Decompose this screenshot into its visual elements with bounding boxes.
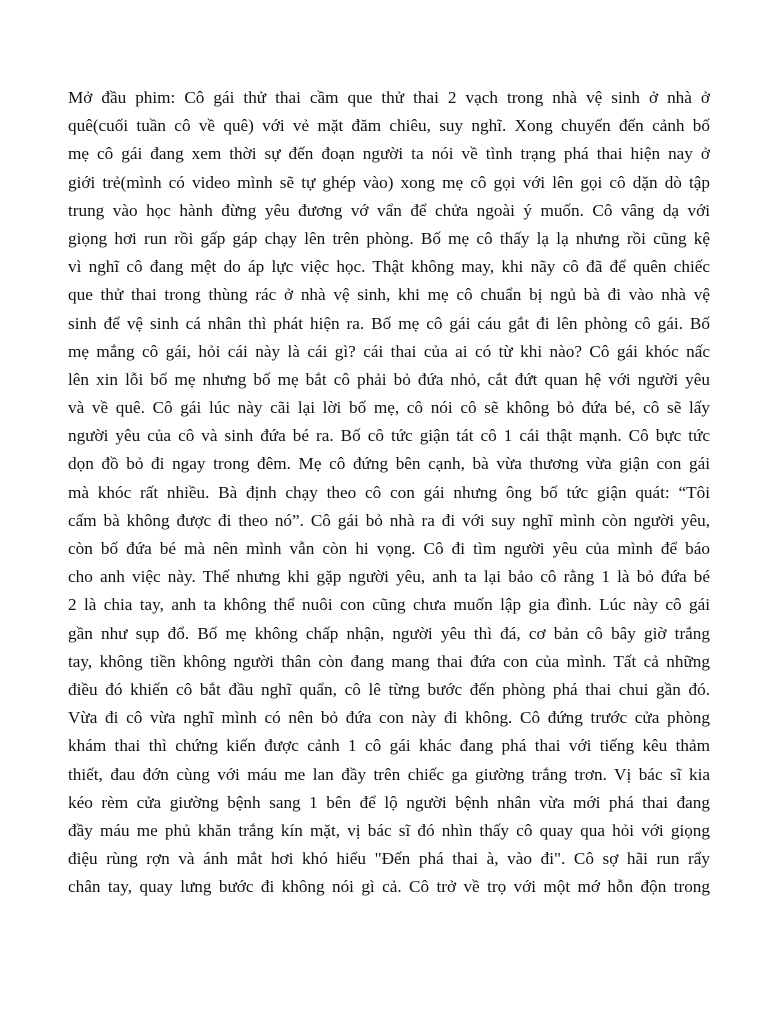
text-line: dọn đồ bỏ đi ngay trong đêm. Mẹ cô đứng bên cạnh, bà vừa thương vừa giận con gái — [68, 454, 710, 474]
text-line: điều đó khiến cô bắt đầu nghĩ quẩn, cô lê từng bước đến phòng phá thai chui gần đó. — [68, 679, 710, 699]
text-line: thiết, đau đớn cùng với máu me lan đầy trên chiếc ga giường trắng trơn. Vị bác sĩ kia — [68, 764, 710, 784]
text-line: và về quê. Cô gái lúc này cãi lại lời bố mẹ, cô nói cô sẽ không bỏ đứa bé, cô sẽ lấy — [68, 398, 710, 418]
text-line: điệu rùng rợn và ánh mắt hơi khó hiểu "Đến phá thai à, vào đi". Cô sợ hãi run rẩy — [68, 849, 710, 869]
text-line: đầy máu me phủ khăn trắng kín mặt, vị bác sĩ đó nhìn thấy cô quay qua hỏi với giọng — [68, 820, 710, 840]
text-line: sinh để vệ sinh cá nhân thì phát hiện ra. Bố mẹ cô gái cáu gắt đi lên phòng cô gái. Bố — [68, 313, 710, 333]
text-line: vì nghĩ cô đang mệt do áp lực việc học. Thật không may, khi nãy cô đã để quên chiếc — [68, 257, 710, 277]
text-line: mẹ cô gái đang xem thời sự đến đoạn người ta nói về tình trạng phá thai hiện nay ở — [68, 144, 710, 164]
text-line: Mở đầu phim: Cô gái thử thai cầm que thử thai 2 vạch trong nhà vệ sinh ở nhà ở — [68, 88, 710, 107]
text-line: 2 là chia tay, anh ta không thể nuôi con cũng chưa muốn lập gia đình. Lúc này cô gái — [68, 595, 710, 615]
text-line: que thử thai trong thùng rác ở nhà vệ sinh, khi mẹ cô chuẩn bị ngủ bà đi vào nhà vệ — [68, 285, 710, 305]
text-line: mẹ mắng cô gái, hỏi cái này là cái gì? cái thai của ai có từ khi nào? Cô gái khóc nấc — [68, 341, 710, 361]
text-line: trung vào học hành đừng yêu đương vớ vẩn để chửa ngoài ý muốn. Cô vâng dạ với — [68, 200, 710, 220]
text-line: gần như sụp đổ. Bố mẹ không chấp nhận, người yêu thì đá, cơ bản cô bây giờ trắng — [68, 623, 710, 643]
text-line: kéo rèm cửa giường bệnh sang 1 bên để lộ người bệnh nhân vừa mới phá thai đang — [68, 792, 710, 812]
text-line: quê(cuối tuần cô về quê) với vẻ mặt đăm chiêu, suy nghĩ. Xong chuyển đến cảnh bố — [68, 116, 710, 136]
text-line: tay, không tiền không người thân còn đang mang thai đứa con của mình. Tất cả những — [68, 651, 710, 671]
text-line: lên xin lỗi bố mẹ nhưng bố mẹ bắt cô phải bỏ đứa nhỏ, cắt đứt quan hệ với người yêu — [68, 369, 710, 389]
text-line: giới trẻ(mình có video mình sẽ tự ghép vào) xong mẹ cô gọi với lên gọi cô dặn dò tập — [68, 172, 710, 192]
text-line: Vừa đi cô vừa nghĩ mình có nên bỏ đứa con này đi không. Cô đứng trước cửa phòng — [68, 708, 710, 728]
document-body — [68, 84, 710, 901]
text-line: cấm bà không được đi theo nó”. Cô gái bỏ nhà ra đi với suy nghĩ mình còn người yêu, — [68, 510, 710, 530]
text-line: khám thai thì chứng kiến được cảnh 1 cô gái khác đang phá thai với tiếng kêu thảm — [68, 736, 710, 756]
text-line: mà khóc rất nhiều. Bà định chạy theo cô con gái nhưng ông bố tức giận quát: “Tôi — [68, 482, 710, 502]
text-line: giọng hơi run rồi gấp gáp chạy lên trên phòng. Bố mẹ cô thấy lạ lạ nhưng rồi cũng kệ — [68, 228, 710, 248]
text-line: cho anh việc này. Thế nhưng khi gặp người yêu, anh ta lại bảo cô rằng 1 là bỏ đứa bé — [68, 567, 710, 587]
text-line: chân tay, quay lưng bước đi không nói gì cả. Cô trở về trọ với một mớ hỗn độn trong — [68, 877, 710, 897]
text-line: còn bố đứa bé mà nên mình vẫn còn hi vọng. Cô đi tìm người yêu của mình để báo — [68, 539, 710, 558]
text-line: người yêu của cô và sinh đứa bé ra. Bố cô tức giận tát cô 1 cái thật mạnh. Cô bực tức — [68, 426, 710, 446]
